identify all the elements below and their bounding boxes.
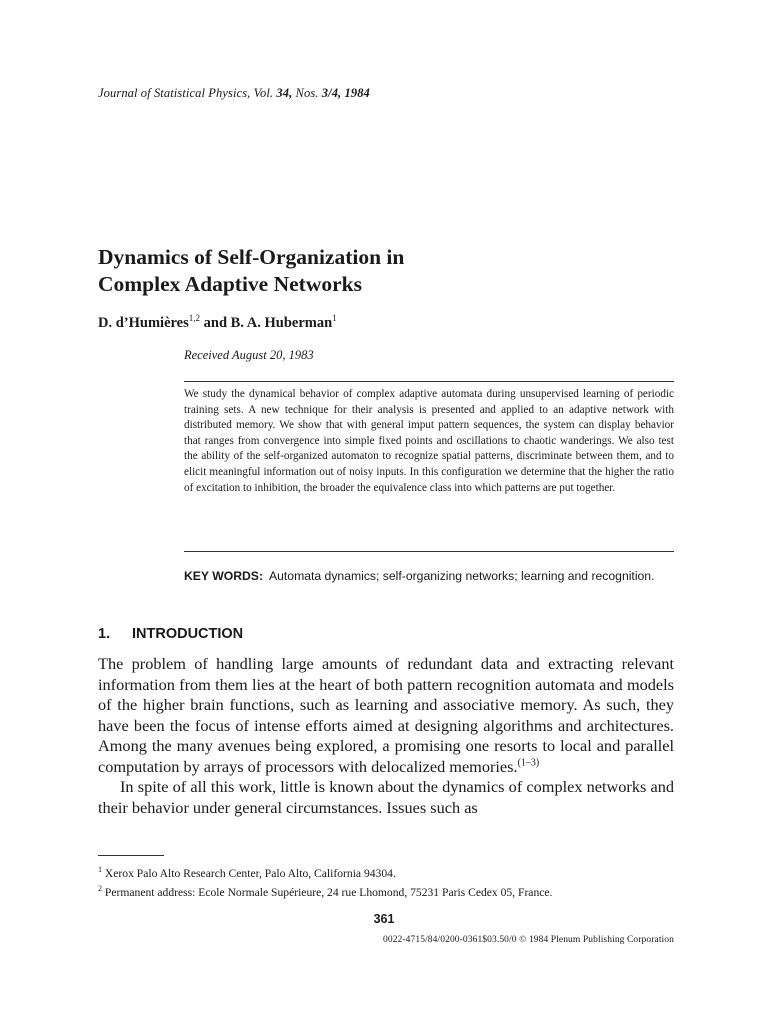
body-paragraph-1	[98, 654, 674, 777]
copyright-line: 0022-4715/84/0200-0361$03.50/0 © 1984 Plenum Publishing Corporation	[383, 935, 674, 945]
journal-issue-prefix: Nos.	[295, 86, 319, 100]
citation-reference: (1–3)	[517, 757, 540, 769]
journal-volume-prefix: Vol.	[253, 86, 274, 100]
footnote-2	[98, 881, 674, 900]
body-paragraph-1-text: The problem of handling large amounts of redundant data and extracting relevant information from them lies at the heart of both pattern recognition automata and models of the higher brain functions, such as learning and associative memory. As such, they have been the focus of intense efforts aimed at designing algorithms and architectures. Among the many avenues being explored, a promising one resorts to local and parallel computation by arrays of processors with delocalized memories.	[98, 654, 674, 776]
paper-title	[98, 244, 698, 298]
journal-citation	[98, 86, 370, 101]
keywords-label: KEY WORDS:	[184, 569, 263, 583]
paper-title-line2: Complex Adaptive Networks	[98, 272, 362, 296]
body-text	[98, 654, 674, 818]
journal-name: Journal of Statistical Physics,	[98, 86, 251, 100]
footnote-rule	[98, 855, 164, 856]
abstract: We study the dynamical behavior of complex adaptive automata during unsupervised learning of periodic training sets. A new technique for their analysis is presented and applied to an adaptive network with distributed memory. We show that with general imput pattern sequences, the system can display behavior that ranges from convergence into simple fixed points and oscillations to chaotic wanderings. We also test the ability of the self-organized automaton to recognize spatial patterns, discriminate between them, and to elicit meaningful information out of noisy inputs. In this configuration we determine that the higher the ratio of excitation to inhibition, the broader the equivalence class into which patterns are put together.	[184, 388, 674, 494]
footnote-1-text: Xerox Palo Alto Research Center, Palo Alto, California 94304.	[104, 866, 396, 880]
footnote-1	[98, 862, 674, 881]
author-1-affiliation: 1,2	[188, 313, 201, 323]
page-number: 361	[373, 912, 395, 926]
footnote-2-text: Permanent address: Ecole Normale Supérieure, 24 rue Lhomond, 75231 Paris Cedex 05, France.	[104, 886, 553, 900]
section-heading	[98, 626, 243, 642]
paper-title-line1: Dynamics of Self-Organization in	[98, 245, 405, 269]
journal-volume: 34,	[276, 86, 293, 100]
footnotes	[98, 862, 674, 901]
author-list	[98, 313, 337, 332]
body-paragraph-2: In spite of all this work, little is known about the dynamics of complex networks and their behavior under general circumstances. Issues such as	[98, 777, 674, 817]
footnote-2-mark: 2	[98, 884, 102, 894]
section-number: 1.	[98, 626, 111, 642]
abstract-top-rule	[184, 381, 674, 382]
author-conjunction: and	[203, 314, 228, 331]
section-title: INTRODUCTION	[132, 626, 244, 642]
author-2: B. A. Huberman	[230, 314, 333, 331]
author-1: D. d’Humières	[98, 314, 189, 331]
journal-issue: 3/4, 1984	[321, 86, 370, 100]
abstract-bottom-rule	[184, 551, 674, 552]
footnote-1-mark: 1	[98, 865, 102, 874]
received-date: Received August 20, 1983	[184, 348, 314, 362]
author-2-affiliation: 1	[332, 313, 337, 323]
keywords-text: Automata dynamics; self-organizing networks; learning and recognition.	[269, 569, 655, 583]
keywords	[184, 568, 674, 584]
